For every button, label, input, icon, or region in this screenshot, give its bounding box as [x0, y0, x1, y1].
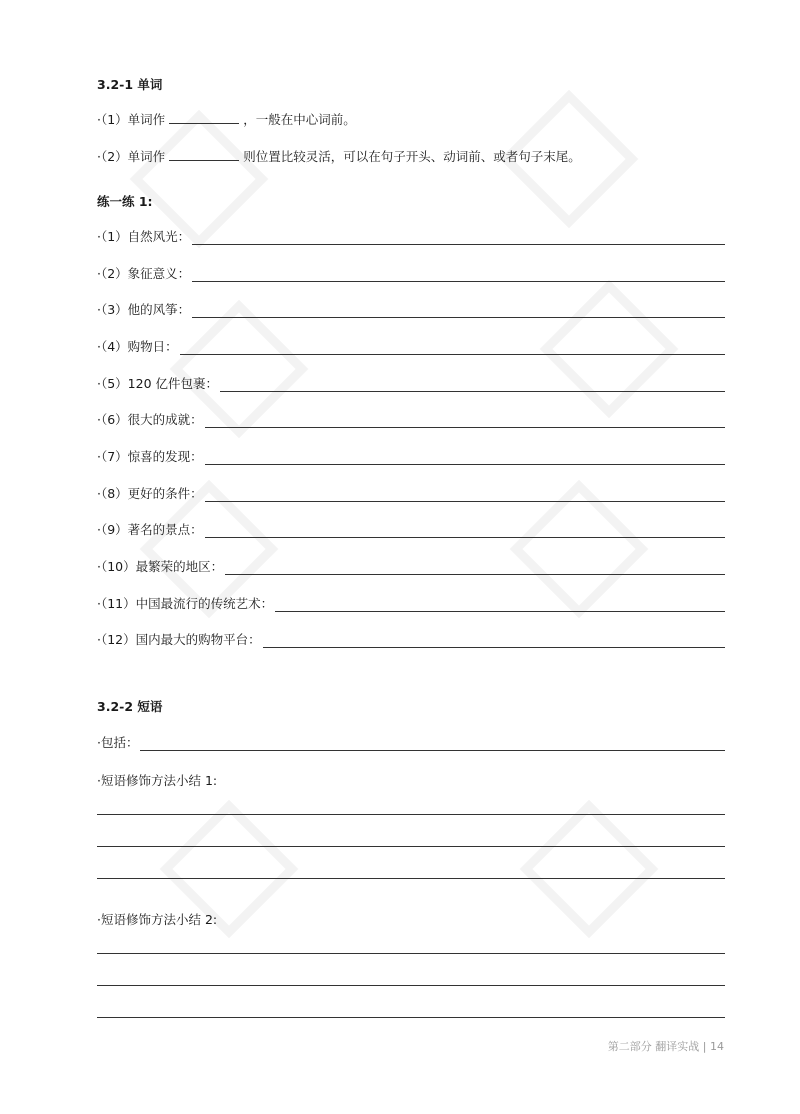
answer-line-3[interactable]	[192, 303, 725, 318]
practice-label-8: ·（8）更好的条件：	[97, 486, 203, 501]
answer-line-1[interactable]	[192, 230, 725, 245]
practice-row-6	[97, 410, 725, 428]
word-item-2	[97, 147, 581, 165]
practice-label-12: ·（12）国内最大的购物平台：	[97, 632, 261, 647]
summary-1-label: ·短语修饰方法小结 1:	[97, 773, 218, 788]
practice-row-5	[97, 374, 725, 392]
summary-2-line-2[interactable]	[97, 985, 725, 986]
word-item-1-suffix: ，一般在中心词前。	[243, 112, 356, 127]
practice-row-7	[97, 447, 725, 465]
practice-row-2	[97, 264, 725, 282]
practice-row-3	[97, 300, 725, 318]
summary-2-line-1[interactable]	[97, 953, 725, 954]
summary-2-line-3[interactable]	[97, 1017, 725, 1018]
section-heading-words: 3.2-1 单词	[97, 77, 163, 92]
answer-line-11[interactable]	[275, 597, 725, 612]
answer-line-8[interactable]	[205, 487, 725, 502]
fill-blank-1[interactable]	[169, 111, 239, 124]
practice-label-1: ·（1）自然风光：	[97, 229, 191, 244]
practice-label-11: ·（11）中国最流行的传统艺术：	[97, 596, 274, 611]
practice-label-2: ·（2）象征意义：	[97, 266, 191, 281]
practice-label-5: ·（5）120 亿件包裹：	[97, 376, 219, 391]
word-item-2-suffix: 则位置比较灵活，可以在句子开头、动词前、或者句子末尾。	[243, 149, 581, 164]
answer-line-5[interactable]	[220, 377, 725, 392]
practice-heading: 练一练 1:	[97, 194, 153, 209]
summary-1-line-2[interactable]	[97, 846, 725, 847]
practice-row-10	[97, 557, 725, 575]
practice-label-6: ·（6）很大的成就：	[97, 412, 203, 427]
practice-row-8	[97, 484, 725, 502]
answer-line-4[interactable]	[180, 340, 725, 355]
practice-row-9	[97, 520, 725, 538]
summary-1-line-1[interactable]	[97, 814, 725, 815]
practice-row-12	[97, 630, 725, 648]
word-item-1-prefix: ·（1）单词作	[97, 112, 166, 127]
answer-line-10[interactable]	[225, 560, 725, 575]
include-label: ·包括：	[97, 735, 139, 750]
answer-line-7[interactable]	[205, 450, 725, 465]
include-row	[97, 733, 725, 751]
practice-row-4	[97, 337, 725, 355]
answer-line-2[interactable]	[192, 267, 725, 282]
summary-2-label: ·短语修饰方法小结 2:	[97, 912, 218, 927]
practice-label-9: ·（9）著名的景点：	[97, 522, 203, 537]
answer-line-12[interactable]	[263, 633, 725, 648]
answer-line-6[interactable]	[205, 413, 725, 428]
summary-1-line-3[interactable]	[97, 878, 725, 879]
word-item-2-prefix: ·（2）单词作	[97, 149, 166, 164]
practice-label-10: ·（10）最繁荣的地区：	[97, 559, 224, 574]
section-heading-phrases: 3.2-2 短语	[97, 699, 163, 714]
practice-row-1	[97, 227, 725, 245]
practice-label-7: ·（7）惊喜的发现：	[97, 449, 203, 464]
practice-label-4: ·（4）购物日：	[97, 339, 178, 354]
word-item-1	[97, 110, 356, 128]
fill-blank-2[interactable]	[169, 148, 239, 161]
answer-line-9[interactable]	[205, 523, 725, 538]
page-footer: 第二部分 翻译实战 | 14	[607, 1040, 724, 1053]
practice-row-11	[97, 594, 725, 612]
practice-label-3: ·（3）他的风筝：	[97, 302, 191, 317]
include-answer-line[interactable]	[140, 736, 725, 751]
